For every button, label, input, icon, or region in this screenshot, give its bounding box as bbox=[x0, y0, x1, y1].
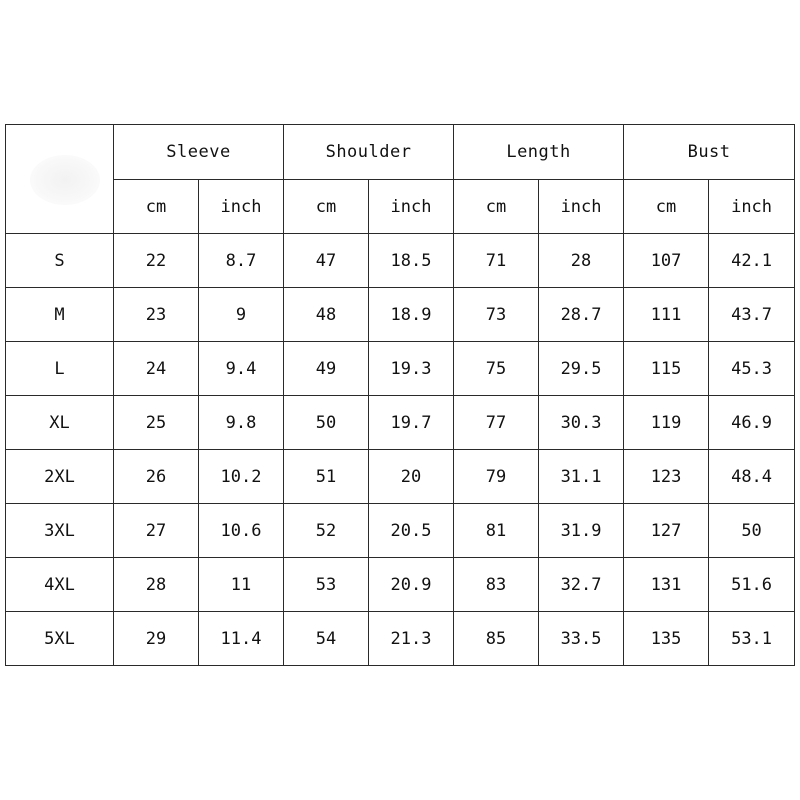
cell-bust-inch: 50 bbox=[709, 504, 795, 558]
cell-sleeve-inch: 10.6 bbox=[199, 504, 284, 558]
cell-bust-cm: 131 bbox=[624, 558, 709, 612]
unit-header-row bbox=[6, 180, 795, 234]
cell-bust-inch: 51.6 bbox=[709, 558, 795, 612]
size-label: 3XL bbox=[6, 504, 114, 558]
table-row bbox=[6, 504, 795, 558]
cell-sleeve-cm: 27 bbox=[114, 504, 199, 558]
cell-length-inch: 31.1 bbox=[539, 450, 624, 504]
size-label: 5XL bbox=[6, 612, 114, 666]
cell-bust-inch: 43.7 bbox=[709, 288, 795, 342]
corner-cell bbox=[6, 125, 114, 234]
size-label: S bbox=[6, 234, 114, 288]
cell-shoulder-cm: 52 bbox=[284, 504, 369, 558]
cell-bust-cm: 111 bbox=[624, 288, 709, 342]
cell-sleeve-cm: 29 bbox=[114, 612, 199, 666]
cell-sleeve-inch: 8.7 bbox=[199, 234, 284, 288]
cell-length-cm: 85 bbox=[454, 612, 539, 666]
cell-shoulder-inch: 19.3 bbox=[369, 342, 454, 396]
cell-shoulder-cm: 47 bbox=[284, 234, 369, 288]
cell-shoulder-cm: 51 bbox=[284, 450, 369, 504]
cell-shoulder-cm: 50 bbox=[284, 396, 369, 450]
table-row bbox=[6, 288, 795, 342]
cell-length-cm: 77 bbox=[454, 396, 539, 450]
table-row bbox=[6, 450, 795, 504]
cell-length-inch: 28 bbox=[539, 234, 624, 288]
size-label: XL bbox=[6, 396, 114, 450]
cell-shoulder-inch: 20 bbox=[369, 450, 454, 504]
unit-header-cm: cm bbox=[284, 180, 369, 234]
cell-shoulder-inch: 19.7 bbox=[369, 396, 454, 450]
cell-bust-inch: 42.1 bbox=[709, 234, 795, 288]
cell-length-inch: 31.9 bbox=[539, 504, 624, 558]
cell-length-inch: 29.5 bbox=[539, 342, 624, 396]
group-header-bust: Bust bbox=[624, 125, 795, 180]
table-row bbox=[6, 396, 795, 450]
cell-length-cm: 71 bbox=[454, 234, 539, 288]
cell-sleeve-cm: 23 bbox=[114, 288, 199, 342]
unit-header-cm: cm bbox=[114, 180, 199, 234]
cell-bust-cm: 115 bbox=[624, 342, 709, 396]
table-row bbox=[6, 558, 795, 612]
cell-shoulder-inch: 18.5 bbox=[369, 234, 454, 288]
cell-shoulder-cm: 53 bbox=[284, 558, 369, 612]
cell-length-inch: 33.5 bbox=[539, 612, 624, 666]
cell-bust-cm: 107 bbox=[624, 234, 709, 288]
cell-bust-inch: 53.1 bbox=[709, 612, 795, 666]
cell-sleeve-cm: 22 bbox=[114, 234, 199, 288]
unit-header-inch: inch bbox=[539, 180, 624, 234]
cell-length-cm: 83 bbox=[454, 558, 539, 612]
cell-sleeve-inch: 11 bbox=[199, 558, 284, 612]
cell-sleeve-inch: 11.4 bbox=[199, 612, 284, 666]
cell-sleeve-inch: 10.2 bbox=[199, 450, 284, 504]
cell-shoulder-cm: 48 bbox=[284, 288, 369, 342]
table-row bbox=[6, 342, 795, 396]
cell-length-cm: 81 bbox=[454, 504, 539, 558]
table-row bbox=[6, 612, 795, 666]
cell-length-inch: 28.7 bbox=[539, 288, 624, 342]
unit-header-cm: cm bbox=[624, 180, 709, 234]
cell-sleeve-cm: 25 bbox=[114, 396, 199, 450]
unit-header-inch: inch bbox=[369, 180, 454, 234]
cell-bust-cm: 135 bbox=[624, 612, 709, 666]
cell-bust-inch: 46.9 bbox=[709, 396, 795, 450]
unit-header-inch: inch bbox=[709, 180, 795, 234]
unit-header-cm: cm bbox=[454, 180, 539, 234]
cell-length-inch: 30.3 bbox=[539, 396, 624, 450]
cell-shoulder-cm: 54 bbox=[284, 612, 369, 666]
cell-bust-inch: 48.4 bbox=[709, 450, 795, 504]
cell-length-inch: 32.7 bbox=[539, 558, 624, 612]
cell-sleeve-cm: 24 bbox=[114, 342, 199, 396]
cell-shoulder-cm: 49 bbox=[284, 342, 369, 396]
cell-bust-cm: 119 bbox=[624, 396, 709, 450]
size-label: 2XL bbox=[6, 450, 114, 504]
cell-shoulder-inch: 20.9 bbox=[369, 558, 454, 612]
group-header-shoulder: Shoulder bbox=[284, 125, 454, 180]
cell-bust-cm: 127 bbox=[624, 504, 709, 558]
size-chart-table bbox=[5, 124, 795, 666]
group-header-sleeve: Sleeve bbox=[114, 125, 284, 180]
cell-bust-cm: 123 bbox=[624, 450, 709, 504]
cell-shoulder-inch: 21.3 bbox=[369, 612, 454, 666]
cell-bust-inch: 45.3 bbox=[709, 342, 795, 396]
table-row bbox=[6, 234, 795, 288]
group-header-length: Length bbox=[454, 125, 624, 180]
group-header-row bbox=[6, 125, 795, 180]
corner-smudge bbox=[30, 155, 100, 205]
cell-length-cm: 73 bbox=[454, 288, 539, 342]
cell-sleeve-cm: 26 bbox=[114, 450, 199, 504]
cell-shoulder-inch: 20.5 bbox=[369, 504, 454, 558]
cell-length-cm: 75 bbox=[454, 342, 539, 396]
size-rows bbox=[6, 234, 795, 666]
size-label: M bbox=[6, 288, 114, 342]
cell-length-cm: 79 bbox=[454, 450, 539, 504]
cell-sleeve-inch: 9 bbox=[199, 288, 284, 342]
size-label: 4XL bbox=[6, 558, 114, 612]
cell-shoulder-inch: 18.9 bbox=[369, 288, 454, 342]
cell-sleeve-inch: 9.4 bbox=[199, 342, 284, 396]
size-label: L bbox=[6, 342, 114, 396]
cell-sleeve-cm: 28 bbox=[114, 558, 199, 612]
unit-header-inch: inch bbox=[199, 180, 284, 234]
cell-sleeve-inch: 9.8 bbox=[199, 396, 284, 450]
